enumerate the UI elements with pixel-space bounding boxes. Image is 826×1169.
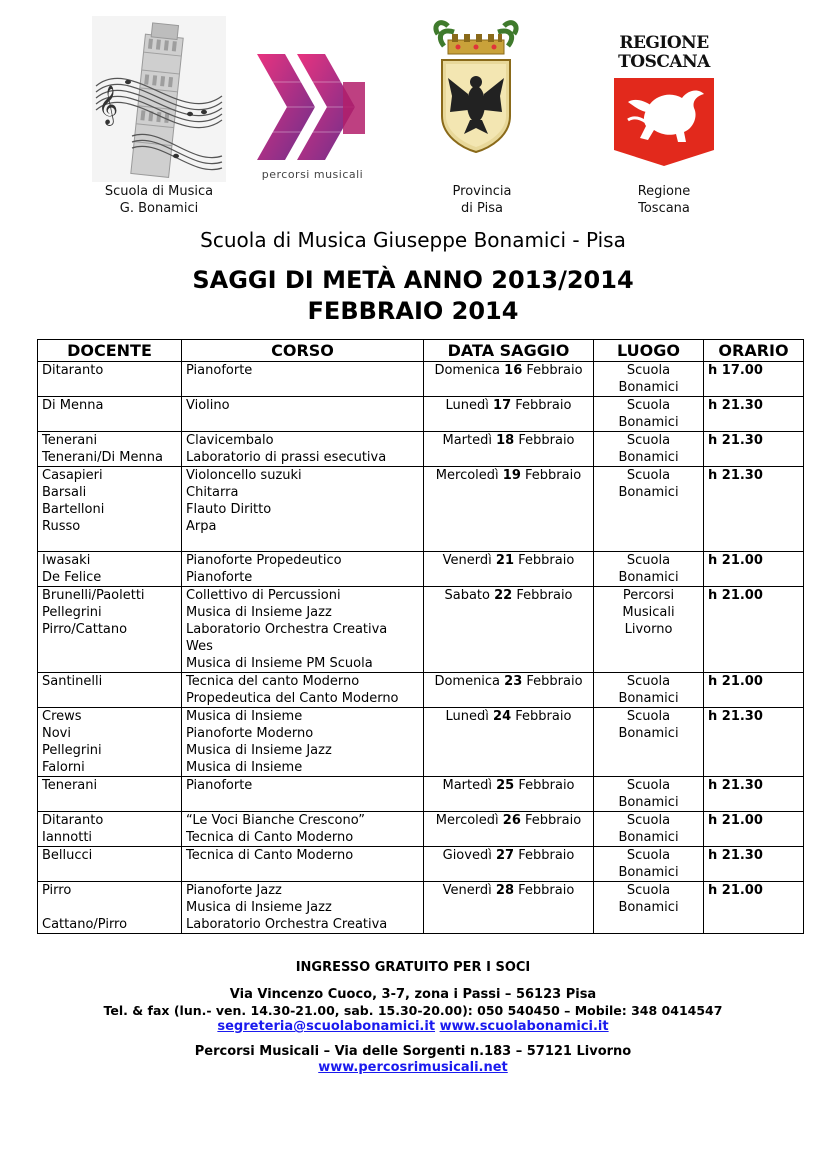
corso-cell [182, 467, 424, 552]
orario-cell: h 21.00 [704, 673, 804, 708]
bonamici-logo [92, 16, 226, 182]
date-weekday: Martedì [442, 778, 492, 793]
data-saggio-cell [424, 847, 594, 882]
corso-name: Musica di Insieme [186, 760, 303, 775]
corso-name: “Le Voci Bianche Crescono” [186, 813, 365, 828]
date-month: Febbraio [515, 709, 572, 724]
regione-caption-line2: Toscana [638, 201, 690, 216]
date-weekday: Martedì [442, 433, 492, 448]
corso-name: Flauto Diritto [186, 502, 272, 517]
provincia-caption [414, 183, 550, 217]
docente-name: Crews [42, 709, 82, 724]
table-header-row [38, 340, 804, 362]
luogo-line: Bonamici [618, 415, 679, 430]
corso-cell [182, 362, 424, 397]
docente-name: Pirro [42, 883, 72, 898]
luogo-line: Scuola [626, 778, 671, 793]
corso-name: Wes [186, 639, 213, 654]
docente-cell [38, 552, 182, 587]
luogo-line: Bonamici [618, 691, 679, 706]
data-saggio-cell [424, 812, 594, 847]
luogo-line: Scuola [626, 813, 671, 828]
orario-cell: h 21.00 [704, 587, 804, 673]
docente-cell [38, 847, 182, 882]
date-day-number: 17 [493, 398, 512, 413]
orario-cell: h 21.30 [704, 432, 804, 467]
orario-cell: h 17.00 [704, 362, 804, 397]
corso-name: Musica di Insieme [186, 709, 303, 724]
regione-toscana-logo [612, 34, 716, 166]
luogo-cell [594, 467, 704, 552]
luogo-line: Bonamici [618, 450, 679, 465]
corso-name: Pianoforte Propedeutico [186, 553, 342, 568]
luogo-line: Bonamici [618, 485, 679, 500]
orario-cell: h 21.00 [704, 812, 804, 847]
date-month: Febbraio [518, 553, 575, 568]
luogo-cell [594, 552, 704, 587]
luogo-line: Musicali [622, 605, 675, 620]
docente-cell [38, 708, 182, 777]
corso-name: Laboratorio Orchestra Creativa [186, 917, 388, 932]
luogo-line: Scuola [626, 553, 671, 568]
docente-name: Pellegrini [42, 605, 102, 620]
luogo-cell [594, 708, 704, 777]
luogo-line: Bonamici [618, 865, 679, 880]
regione-wordmark [612, 34, 716, 72]
date-day-number: 25 [496, 778, 515, 793]
date-day-number: 16 [504, 363, 523, 378]
corso-cell [182, 432, 424, 467]
corso-cell [182, 587, 424, 673]
date-day-number: 26 [502, 813, 521, 828]
date-month: Febbraio [525, 813, 582, 828]
luogo-cell [594, 847, 704, 882]
date-month: Febbraio [518, 848, 575, 863]
orario-cell: h 21.30 [704, 708, 804, 777]
table-row [38, 708, 804, 777]
luogo-line: Bonamici [618, 830, 679, 845]
date-day-number: 19 [502, 468, 521, 483]
schedule-table-body [38, 362, 804, 934]
bonamici-caption-line1: Scuola di Musica [104, 184, 214, 199]
corso-name: Pianoforte Moderno [186, 726, 314, 741]
bonamici-caption [80, 183, 238, 217]
orario-cell: h 21.00 [704, 552, 804, 587]
docente-cell [38, 882, 182, 934]
corso-name: Pianoforte [186, 363, 253, 378]
table-row [38, 777, 804, 812]
docente-name: Ditaranto [42, 363, 104, 378]
date-weekday: Lunedì [445, 398, 489, 413]
luogo-cell [594, 432, 704, 467]
column-header-corso: CORSO [182, 340, 424, 362]
corso-cell [182, 397, 424, 432]
email-link[interactable]: segreteria@scuolabonamici.it [217, 1019, 436, 1034]
docente-name [42, 899, 177, 916]
table-row [38, 397, 804, 432]
corso-name: Collettivo di Percussioni [186, 588, 341, 603]
luogo-line: Scuola [626, 433, 671, 448]
regione-wordmark-line2: TOSCANA [618, 52, 710, 72]
docente-cell [38, 812, 182, 847]
free-entry-note: INGRESSO GRATUITO PER I SOCI [295, 960, 531, 975]
corso-name: Pianoforte Jazz [186, 883, 282, 898]
docente-name: Brunelli/Paoletti [42, 588, 145, 603]
date-day-number: 18 [496, 433, 515, 448]
date-day-number: 24 [493, 709, 512, 724]
luogo-cell [594, 882, 704, 934]
corso-name: Chitarra [186, 485, 239, 500]
corso-name: Violino [186, 398, 230, 413]
date-day-number: 22 [494, 588, 513, 603]
docente-cell [38, 673, 182, 708]
date-weekday: Venerdì [442, 553, 492, 568]
orario-cell: h 21.30 [704, 777, 804, 812]
page-title: SAGGI DI METÀ ANNO 2013/2014 [192, 266, 634, 294]
contact-links [0, 1019, 826, 1034]
data-saggio-cell [424, 432, 594, 467]
corso-name: Laboratorio Orchestra Creativa [186, 622, 388, 637]
docente-name: Bartelloni [42, 502, 105, 517]
corso-name: Musica di Insieme Jazz [186, 743, 332, 758]
luogo-line: Scuola [626, 674, 671, 689]
corso-cell [182, 552, 424, 587]
luogo-cell [594, 812, 704, 847]
data-saggio-cell [424, 552, 594, 587]
luogo-line: Livorno [624, 622, 673, 637]
corso-name: Musica di Insieme PM Scuola [186, 656, 373, 671]
data-saggio-cell [424, 708, 594, 777]
luogo-cell [594, 362, 704, 397]
docente-cell [38, 432, 182, 467]
data-saggio-cell [424, 467, 594, 552]
date-month: Febbraio [518, 883, 575, 898]
luogo-line: Percorsi [622, 588, 675, 603]
provincia-pisa-logo [428, 16, 524, 156]
percorsi-website-link[interactable]: www.percosrimusicali.net [318, 1060, 508, 1075]
date-month: Febbraio [518, 433, 575, 448]
data-saggio-cell [424, 673, 594, 708]
corso-name: Clavicembalo [186, 433, 274, 448]
table-row [38, 587, 804, 673]
corso-name: Arpa [186, 519, 217, 534]
corso-cell [182, 777, 424, 812]
date-day-number: 21 [495, 553, 515, 568]
docente-cell [38, 397, 182, 432]
date-weekday: Lunedì [445, 709, 489, 724]
docente-cell [38, 587, 182, 673]
corso-name: Pianoforte [186, 778, 253, 793]
column-header-data: DATA SAGGIO [424, 340, 594, 362]
page-title-month: FEBBRAIO 2014 [307, 297, 519, 325]
docente-name: Casapieri [42, 468, 103, 483]
docente-name: Di Menna [42, 398, 104, 413]
luogo-line: Bonamici [618, 380, 679, 395]
date-month: Febbraio [515, 398, 572, 413]
school-address: Via Vincenzo Cuoco, 3-7, zona i Passi – 56123 Pisa [229, 987, 597, 1002]
luogo-line: Scuola [626, 398, 671, 413]
orario-cell: h 21.30 [704, 847, 804, 882]
data-saggio-cell [424, 587, 594, 673]
data-saggio-cell [424, 777, 594, 812]
table-row [38, 673, 804, 708]
docente-name: Tenerani/Di Menna [42, 450, 163, 465]
luogo-cell [594, 777, 704, 812]
corso-cell [182, 673, 424, 708]
column-header-orario: ORARIO [704, 340, 804, 362]
corso-name: Musica di Insieme Jazz [186, 900, 332, 915]
corso-cell [182, 882, 424, 934]
regione-caption [604, 183, 724, 217]
docente-name: Pellegrini [42, 743, 102, 758]
bonamici-caption-line2: G. Bonamici [119, 201, 199, 216]
docente-name: Iannotti [42, 830, 93, 845]
luogo-line: Bonamici [618, 570, 679, 585]
docente-name: Russo [42, 519, 81, 534]
docente-cell [38, 467, 182, 552]
data-saggio-cell [424, 362, 594, 397]
date-weekday: Domenica [434, 363, 501, 378]
date-month: Febbraio [526, 674, 583, 689]
date-month: Febbraio [526, 363, 583, 378]
date-month: Febbraio [525, 468, 582, 483]
luogo-line: Bonamici [618, 726, 679, 741]
date-month: Febbraio [518, 778, 575, 793]
table-row [38, 467, 804, 552]
docente-name: Tenerani [42, 778, 98, 793]
docente-name: Santinelli [42, 674, 103, 689]
docente-name: Falorni [42, 760, 85, 775]
school-subtitle: Scuola di Musica Giuseppe Bonamici - Pisa [200, 228, 626, 252]
date-weekday: Domenica [434, 674, 501, 689]
percorsi-links [0, 1060, 826, 1075]
docente-cell [38, 777, 182, 812]
docente-name: Iwasaki [42, 553, 91, 568]
school-phone: Tel. & fax (lun.- ven. 14.30-21.00, sab. 15.30-20.00): 050 540450 – Mobile: 348 0414547 [103, 1003, 723, 1018]
date-weekday: Venerdì [442, 883, 492, 898]
data-saggio-cell [424, 882, 594, 934]
corso-name: Violoncello suzuki [186, 468, 302, 483]
docente-name: Bellucci [42, 848, 93, 863]
corso-name: Propedeutica del Canto Moderno [186, 691, 399, 706]
luogo-line: Scuola [626, 709, 671, 724]
docente-name: Tenerani [42, 433, 98, 448]
luogo-cell [594, 673, 704, 708]
docente-name: De Felice [42, 570, 102, 585]
luogo-cell [594, 587, 704, 673]
corso-name: Musica di Insieme Jazz [186, 605, 332, 620]
table-row [38, 432, 804, 467]
date-day-number: 28 [495, 883, 515, 898]
docente-name: Ditaranto [42, 813, 104, 828]
date-weekday: Giovedì [442, 848, 492, 863]
luogo-line: Bonamici [618, 900, 679, 915]
luogo-line: Scuola [626, 363, 671, 378]
table-row [38, 362, 804, 397]
schedule-table [37, 339, 804, 934]
orario-cell: h 21.30 [704, 467, 804, 552]
docente-name: Barsali [42, 485, 87, 500]
docente-cell [38, 362, 182, 397]
table-row [38, 812, 804, 847]
corso-name: Tecnica del canto Moderno [186, 674, 360, 689]
percorsi-caption: percorsi musicali [261, 168, 364, 181]
svg-text:𝄞: 𝄞 [98, 85, 119, 125]
column-header-docente: DOCENTE [38, 340, 182, 362]
luogo-line: Bonamici [618, 795, 679, 810]
date-weekday: Mercoledì [435, 468, 499, 483]
column-header-luogo: LUOGO [594, 340, 704, 362]
regione-caption-line1: Regione [637, 184, 691, 199]
orario-cell: h 21.00 [704, 882, 804, 934]
corso-cell [182, 812, 424, 847]
orario-cell: h 21.30 [704, 397, 804, 432]
docente-name: Pirro/Cattano [42, 622, 128, 637]
date-month: Febbraio [516, 588, 573, 603]
table-row [38, 882, 804, 934]
regione-wordmark-line1: REGIONE [619, 33, 709, 53]
date-day-number: 27 [495, 848, 515, 863]
date-weekday: Mercoledì [435, 813, 499, 828]
docente-name: Novi [42, 726, 71, 741]
table-row [38, 847, 804, 882]
website-link[interactable]: www.scuolabonamici.it [439, 1019, 609, 1034]
table-row [38, 552, 804, 587]
luogo-line: Scuola [626, 848, 671, 863]
luogo-line: Scuola [626, 468, 671, 483]
luogo-cell [594, 397, 704, 432]
percorsi-address: Percorsi Musicali – Via delle Sorgenti n.183 – 57121 Livorno [194, 1044, 632, 1059]
percorsi-musicali-logo [255, 52, 370, 182]
data-saggio-cell [424, 397, 594, 432]
date-weekday: Sabato [444, 588, 490, 603]
corso-name: Pianoforte [186, 570, 253, 585]
corso-name: Laboratorio di prassi esecutiva [186, 450, 387, 465]
corso-name: Tecnica di Canto Moderno [186, 830, 354, 845]
corso-name: Tecnica di Canto Moderno [186, 848, 354, 863]
provincia-caption-line2: di Pisa [461, 201, 503, 216]
date-day-number: 23 [504, 674, 523, 689]
provincia-caption-line1: Provincia [452, 184, 512, 199]
docente-name: Cattano/Pirro [42, 917, 128, 932]
luogo-line: Scuola [626, 883, 671, 898]
corso-cell [182, 847, 424, 882]
corso-cell [182, 708, 424, 777]
